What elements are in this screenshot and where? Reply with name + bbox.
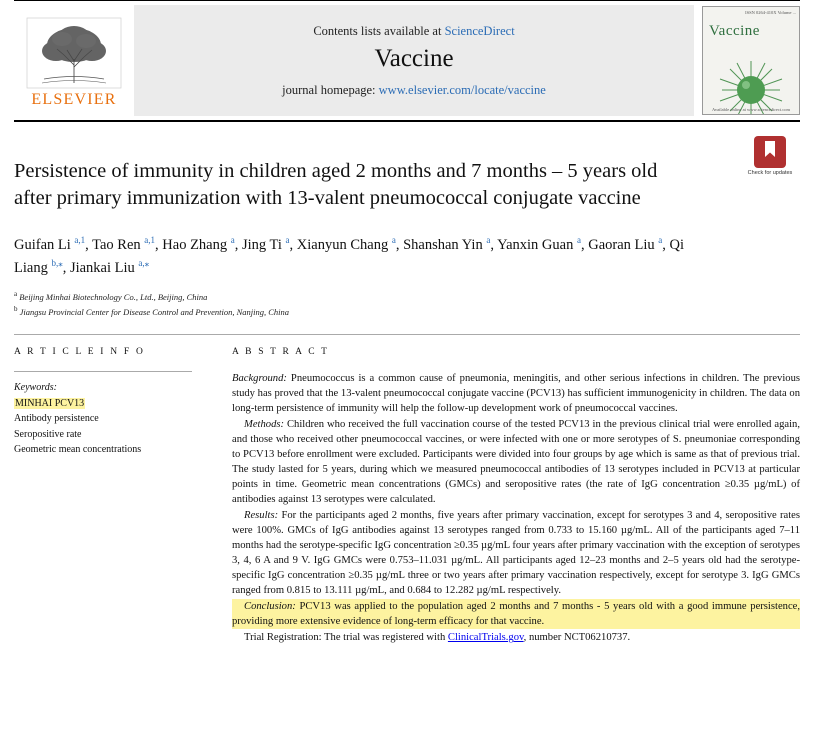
crossmark-badge-group[interactable] [746,136,794,177]
article-info-heading: A R T I C L E I N F O [14,346,146,357]
author-item[interactable]: Yanxin Guan $^a$, [497,235,585,254]
abstract-results-text: For the participants aged 2 months, five years after primary vaccination, except for serotypes 3 and 4, seropositive rates were 100%. GMCs of IgG antibodies against 13 serotypes ranged from 0.733 to 15.160 µg/mL. All of the participants aged 7–11 months had the serotype-specific IgG concentration ≥0.35 µg/mL four years after primary vaccination with the exception of serotypes 3, 4, 6 A and 9 V. IgG GMCs were 0.753–11.031 µg/mL. All participants aged 12–23 months and 2–5 years old had the serotype-specific IgG concentration ≥0.35 µg/mL three or two years after primary vaccination respectively, except for serotype 3. IgG GMCs ranged from 0.815 to 13.111 µg/mL, and 0.684 to 12.282 µg/mL respectively. [232,510,800,597]
abstract-background-paragraph [232,371,800,416]
abstract-methods-text: Children who received the full vaccination course of the tested PCV13 in the previous clinical trial were enrolled again, and those who received other pneumococcal vaccines, or were infected with one or more serotypes of S. pneumoniae corresponding to PCV13 before enrollment were excluded. Participants were divided into four groups by age which is same as that of previous trial. The study lasted for 5 years, during which we measured pneumococcal antibodies of 13 serotypes included in PCV13 at particular points in time. Geometric mean concentrations (GMCs) and seropositive rates (the rate of IgG concentration ≥0.35 µg/mL) of antibodies against 13 serotypes were calculated. [232,418,800,506]
keyword-list [14,396,192,458]
keywords-heading: Keywords: [14,381,57,393]
author-affiliation-marker: a [658,235,663,246]
keyword-item: Antibody persistence [14,413,99,425]
author-affiliation-marker: b,⁎ [51,257,63,268]
affiliation-item [14,289,800,304]
journal-homepage-link[interactable]: www.elsevier.com/locate/vaccine [378,82,546,97]
abstract-conclusion-label: Conclusion: [244,601,296,613]
author-item[interactable]: Shanshan Yin $^a$, [403,235,494,254]
cover-journal-title: Vaccine [709,23,760,39]
affiliation-text: Beijing Minhai Biotechnology Co., Ltd., Beijing, China [19,291,208,302]
affiliation-marker: a [14,290,18,299]
author-item[interactable]: Xianyun Chang $^a$, [296,235,400,254]
abstract-methods-label: Methods: [244,418,285,430]
author-item[interactable]: Gaoran Liu $^a$, [588,235,666,254]
elsevier-logo [14,1,134,120]
author-affiliation-marker: a [486,235,491,246]
author-affiliation-marker: a,⁎ [138,257,150,268]
abstract-conclusion-paragraph [232,599,800,629]
author-affiliation-marker: a [230,235,235,246]
author-item[interactable]: Jing Ti $^a$, [242,235,294,254]
affiliation-marker: b [14,305,18,314]
cover-footer-text: Available online at www.sciencedirect.com [712,107,790,112]
keyword-item [14,396,192,412]
affiliation-list [14,289,800,320]
affiliation-item [14,304,800,319]
abstract-column [210,347,800,656]
author-item[interactable]: Tao Ren $^{a,1}$, [92,235,159,254]
article-body [14,334,800,656]
keyword-text-highlighted: MINHAI PCV13 [15,397,85,409]
abstract-background-text: Pneumococcus is a common cause of pneumonia, meningitis, and other serious infections in children. The previous study has proved that the 13-valent pneumococcal conjugate vaccine (PCV13) has sufficient immunogenicity in children. The data on long-term persistence of immunity will help the follow-up development work of pneumococcal vaccines. [232,372,800,414]
contents-prefix: Contents lists available at [313,23,442,38]
crossmark-icon[interactable] [754,136,786,168]
author-affiliation-marker: a,1 [144,235,156,246]
elsevier-tree-icon [26,17,122,89]
journal-title: Vaccine [374,44,454,72]
author-item[interactable]: Qi Liang $^{b,⁎}$, [14,237,685,276]
article-info-column [14,347,210,656]
journal-homepage-line [282,83,546,98]
journal-cover-thumbnail [702,6,800,115]
abstract-results-paragraph [232,508,800,598]
elsevier-wordmark: ELSEVIER [31,90,117,108]
abstract-conclusion-text: PCV13 was applied to the population aged 2 months and 7 months - 5 years old with a good immune persistence, providing more extensive evidence of long-term efficacy for that vaccine. [232,601,800,628]
cover-issn-text: ISSN 0264-410X Volume ... [745,10,796,15]
abstract-results-label: Results: [244,510,279,522]
trial-registration-paragraph [232,630,800,645]
author-affiliation-marker: a,1 [74,235,86,246]
abstract-heading: A B S T R A C T [232,346,330,357]
author-list [14,234,714,279]
author-affiliation-marker: a [391,235,396,246]
trial-registration-suffix: , number NCT06210737. [523,632,631,644]
trial-registration-prefix: Trial Registration: The trial was registered with [244,632,448,644]
author-affiliation-marker: a [285,235,290,246]
author-item[interactable]: Hao Zhang $^a$, [162,235,239,254]
info-divider [14,371,192,372]
page-title: Persistence of immunity in children aged 2 months and 7 months – 5 years old after primary immunization with 13-valent pneumococcal conjugate vaccine [14,160,658,210]
author-item[interactable]: Jiankai Liu $^{a,⁎}$ [69,257,150,276]
sciencedirect-link[interactable]: ScienceDirect [444,23,515,38]
journal-header-center [134,5,694,116]
keyword-item: Seropositive rate [14,428,82,440]
abstract-background-label: Background: [232,372,287,384]
journal-masthead [14,0,800,122]
crossmark-label: Check for updates [747,170,793,176]
keyword-item: Geometric mean concentrations [14,444,142,456]
affiliation-text: Jiangsu Provincial Center for Disease Control and Prevention, Nanjing, China [19,307,290,318]
author-affiliation-marker: a [576,235,581,246]
clinicaltrials-link[interactable]: ClinicalTrials.gov [447,632,524,644]
contents-available-line [313,24,514,39]
author-item[interactable]: Guifan Li $^{a,1}$, [14,235,89,254]
abstract-methods-paragraph [232,417,800,507]
homepage-prefix: journal homepage: [282,82,376,97]
